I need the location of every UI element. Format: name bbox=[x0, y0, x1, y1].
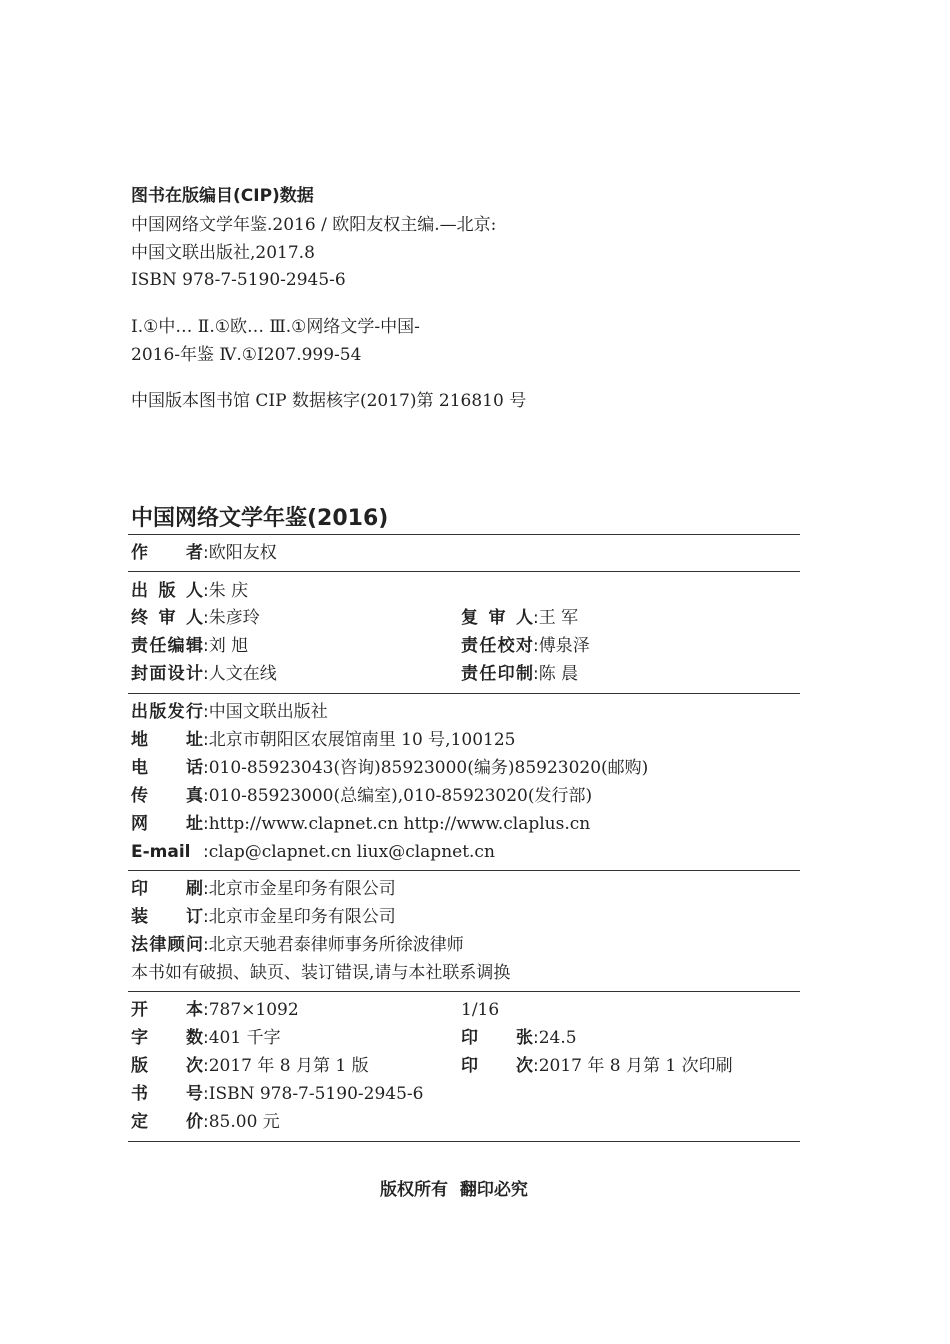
publisher-person-label: 出版人 bbox=[131, 581, 203, 601]
cover-label: 封面设计 bbox=[131, 664, 203, 684]
phone-value: 010-85923043(咨询)85923000(编务)85923020(邮购) bbox=[208, 758, 649, 778]
publisher-person-value: 朱 庆 bbox=[208, 581, 249, 601]
format-row: 开本:787×1092 1/16 bbox=[131, 1000, 500, 1020]
divider bbox=[128, 870, 800, 871]
web-row: 网址:http://www.clapnet.cn http://www.claplus.cn bbox=[131, 814, 591, 834]
format-value: 787×1092 bbox=[208, 1000, 299, 1020]
cip-classification-2: 2016-年鉴 Ⅳ.①I207.999-54 bbox=[131, 345, 362, 365]
cip-record-number: 中国版本图书馆 CIP 数据核字(2017)第 216810 号 bbox=[131, 391, 527, 411]
phone-row: 电话:010-85923043(咨询)85923000(编务)85923020(邮购) bbox=[131, 758, 649, 778]
fax-value: 010-85923000(总编室),010-85923020(发行部) bbox=[208, 786, 593, 806]
sheets-value: 24.5 bbox=[538, 1028, 577, 1048]
second-review-label: 复审人 bbox=[461, 608, 533, 628]
words-value: 401 千字 bbox=[208, 1028, 281, 1048]
cover-value: 人文在线 bbox=[208, 664, 277, 684]
damage-notice: 本书如有破损、缺页、装订错误,请与本社联系调换 bbox=[131, 963, 511, 983]
copyright-notice: 版权所有 翻印必究 bbox=[380, 1180, 528, 1200]
words-label: 字数 bbox=[131, 1028, 203, 1048]
legal-value: 北京天驰君泰律师事务所徐波律师 bbox=[208, 935, 464, 955]
edition-value: 2017 年 8 月第 1 版 bbox=[208, 1056, 369, 1076]
edition-label: 版次 bbox=[131, 1056, 203, 1076]
cip-classification-1: Ⅰ.①中… Ⅱ.①欧… Ⅲ.①网络文学-中国- bbox=[131, 317, 420, 337]
author-label: 作者 bbox=[131, 543, 203, 563]
publisher-person-row: 出版人:朱 庆 bbox=[131, 581, 249, 601]
printer-row: 印刷:北京市金星印务有限公司 bbox=[131, 879, 396, 899]
cover-row: 封面设计:人文在线 责任印制:陈 晨 bbox=[131, 664, 579, 684]
email-value: clap@clapnet.cn liux@clapnet.cn bbox=[208, 842, 495, 862]
fax-label: 传真 bbox=[131, 786, 203, 806]
divider bbox=[128, 1141, 800, 1142]
issuer-row: 出版发行:中国文联出版社 bbox=[131, 702, 328, 722]
binder-row: 装订:北京市金星印务有限公司 bbox=[131, 907, 396, 927]
web-label: 网址 bbox=[131, 814, 203, 834]
words-row: 字数:401 千字 印张:24.5 bbox=[131, 1028, 577, 1048]
issuer-value: 中国文联出版社 bbox=[208, 702, 328, 722]
printing-charge-value: 陈 晨 bbox=[538, 664, 579, 684]
binder-label: 装订 bbox=[131, 907, 203, 927]
cip-isbn: ISBN 978-7-5190-2945-6 bbox=[131, 270, 346, 290]
address-label: 地址 bbox=[131, 730, 203, 750]
final-review-value: 朱彦玲 bbox=[208, 608, 260, 628]
price-label: 定价 bbox=[131, 1112, 203, 1132]
proofreader-value: 傅泉泽 bbox=[538, 636, 590, 656]
divider bbox=[128, 534, 800, 535]
phone-label: 电话 bbox=[131, 758, 203, 778]
divider bbox=[128, 693, 800, 694]
impression-label: 印次 bbox=[461, 1056, 533, 1076]
legal-label: 法律顾问 bbox=[131, 935, 203, 955]
author-value: 欧阳友权 bbox=[208, 543, 277, 563]
isbn-value: ISBN 978-7-5190-2945-6 bbox=[208, 1084, 424, 1104]
editor-row: 责任编辑:刘 旭 责任校对:傅泉泽 bbox=[131, 636, 590, 656]
isbn-label: 书号 bbox=[131, 1084, 203, 1104]
final-review-label: 终审人 bbox=[131, 608, 203, 628]
editor-label: 责任编辑 bbox=[131, 636, 203, 656]
printer-value: 北京市金星印务有限公司 bbox=[208, 879, 396, 899]
format-extra: 1/16 bbox=[461, 1000, 500, 1020]
divider bbox=[128, 991, 800, 992]
edition-row: 版次:2017 年 8 月第 1 版 印次:2017 年 8 月第 1 次印刷 bbox=[131, 1056, 733, 1076]
isbn-row: 书号:ISBN 978-7-5190-2945-6 bbox=[131, 1084, 424, 1104]
cip-line-1: 中国网络文学年鉴.2016 / 欧阳友权主编.—北京: bbox=[131, 215, 497, 235]
book-title: 中国网络文学年鉴(2016) bbox=[131, 506, 389, 531]
cip-heading: 图书在版编目(CIP)数据 bbox=[131, 186, 314, 206]
author-row: 作者:欧阳友权 bbox=[131, 543, 277, 563]
sheets-label: 印张 bbox=[461, 1028, 533, 1048]
cip-line-2: 中国文联出版社,2017.8 bbox=[131, 243, 315, 263]
printing-charge-label: 责任印制 bbox=[461, 664, 533, 684]
price-row: 定价:85.00 元 bbox=[131, 1112, 280, 1132]
divider bbox=[128, 571, 800, 572]
editor-value: 刘 旭 bbox=[208, 636, 249, 656]
review-row: 终审人:朱彦玲 复审人:王 军 bbox=[131, 608, 579, 628]
format-label: 开本 bbox=[131, 1000, 203, 1020]
proofreader-label: 责任校对 bbox=[461, 636, 533, 656]
email-row: E-mail :clap@clapnet.cn liux@clapnet.cn bbox=[131, 842, 495, 862]
address-row: 地址:北京市朝阳区农展馆南里 10 号,100125 bbox=[131, 730, 516, 750]
address-value: 北京市朝阳区农展馆南里 10 号,100125 bbox=[208, 730, 516, 750]
issuer-label: 出版发行 bbox=[131, 702, 203, 722]
printer-label: 印刷 bbox=[131, 879, 203, 899]
legal-row: 法律顾问:北京天驰君泰律师事务所徐波律师 bbox=[131, 935, 464, 955]
second-review-value: 王 军 bbox=[538, 608, 579, 628]
price-value: 85.00 元 bbox=[208, 1112, 280, 1132]
web-value: http://www.clapnet.cn http://www.claplus.cn bbox=[208, 814, 591, 834]
impression-value: 2017 年 8 月第 1 次印刷 bbox=[538, 1056, 733, 1076]
fax-row: 传真:010-85923000(总编室),010-85923020(发行部) bbox=[131, 786, 593, 806]
email-label: E-mail bbox=[131, 842, 191, 862]
binder-value: 北京市金星印务有限公司 bbox=[208, 907, 396, 927]
